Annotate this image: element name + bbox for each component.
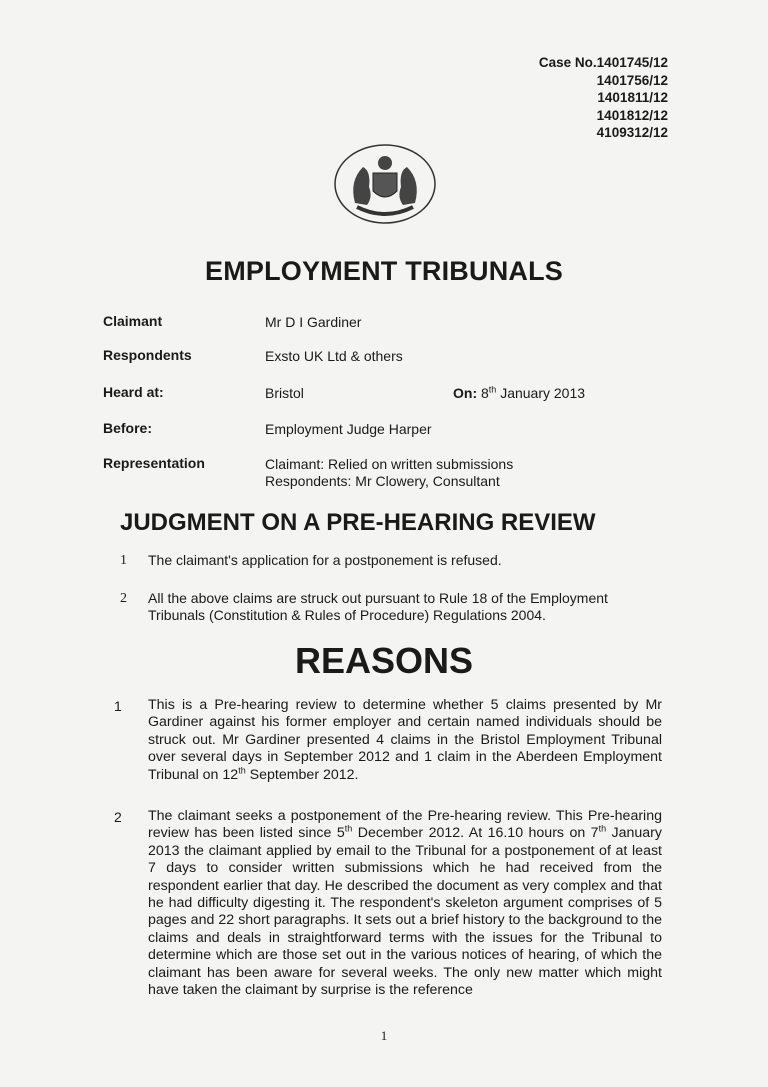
case-number: 1401756/12 xyxy=(596,72,668,88)
representation-value xyxy=(265,456,513,490)
ordinal-suffix: th xyxy=(238,764,246,775)
case-prefix: Case No. xyxy=(538,55,597,70)
reasons-paragraph xyxy=(148,808,662,999)
judgment-item: All the above claims are struck out pursuant to Rule 18 of the Employment Tribunals (Constitution & Rules of Procedure) Regulations 2004. xyxy=(148,590,608,623)
ordinal-suffix: th xyxy=(598,823,607,834)
page-number: 1 xyxy=(380,1028,388,1043)
paragraph-text: December 2012. At 16.10 hours on 7 xyxy=(352,825,599,842)
heard-at-value: Bristol xyxy=(265,385,304,401)
paragraph-text: The claimant seeks a postponement of the Pre-hearing review. This Pre-hearing review has been listed since 5 xyxy=(148,808,662,842)
paragraph-text: This is a Pre-hearing review to determine whether 5 claims presented by Mr Gardiner against his former employer and certain named individuals should be struck out. Mr Gardiner presented 4 claims in the Bristol Employment Tribunal over several days in September 2012 and 1 claim in the Aberdeen Employment Tribunal on 12 xyxy=(148,697,662,783)
case-number: 1401812/12 xyxy=(596,107,668,123)
paragraph-number: 1 xyxy=(114,698,122,714)
hearing-day-suffix: th xyxy=(488,384,497,395)
before-label: Before: xyxy=(103,420,153,436)
heard-at-label: Heard at: xyxy=(103,384,164,400)
judgment-item-number: 1 xyxy=(120,553,127,568)
reasons-paragraph xyxy=(148,697,662,784)
paragraph-number: 2 xyxy=(114,809,122,825)
judgment-item-number: 2 xyxy=(120,591,127,606)
reasons-heading: REASONS xyxy=(294,640,474,681)
paragraph-text: September 2012. xyxy=(245,766,359,783)
judgment-item: The claimant's application for a postponement is refused. xyxy=(148,552,502,568)
case-number: 4109312/12 xyxy=(596,125,668,140)
judgment-heading: JUDGMENT ON A PRE-HEARING REVIEW xyxy=(120,509,596,536)
case-number: 1401811/12 xyxy=(597,90,668,105)
hearing-month-year: January 2013 xyxy=(496,385,586,401)
page-title: EMPLOYMENT TRIBUNALS xyxy=(205,256,563,286)
hearing-day: 8 xyxy=(481,385,489,401)
on-label: On: xyxy=(453,385,478,401)
respondents-value: Exsto UK Ltd & others xyxy=(265,348,403,364)
representation-claimant: Claimant: Relied on written submissions xyxy=(265,456,514,472)
royal-coat-of-arms-icon xyxy=(333,143,437,225)
before-value: Employment Judge Harper xyxy=(265,421,432,437)
claimant-value: Mr D I Gardiner xyxy=(265,314,362,330)
representation-respondents: Respondents: Mr Clowery, Consultant xyxy=(265,473,500,489)
paragraph-text: January 2013 the claimant applied by email to the Tribunal for a postponement of at least 7 days to consider written submissions which he had received from the respondent earlier that day. He described the document as very complex and that he had difficulty digesting it. The respondent's skeleton argument comprises of 5 pages and 22 short paragraphs. It sets out a brief history to the background to the claims and deals in straightforward terms with the issues for the Tribunal to determine which are those set out in the various notices of hearing, of which the claimant has been aware for several weeks. The only new matter which might have taken the claimant by surprise is the reference xyxy=(148,825,662,999)
hearing-date xyxy=(453,385,585,402)
case-number: 1401745/12 xyxy=(596,55,668,70)
case-numbers xyxy=(539,54,668,142)
representation-label: Representation xyxy=(103,455,205,471)
claimant-label: Claimant xyxy=(103,313,163,329)
respondents-label: Respondents xyxy=(103,347,192,363)
ordinal-suffix: th xyxy=(344,823,353,834)
